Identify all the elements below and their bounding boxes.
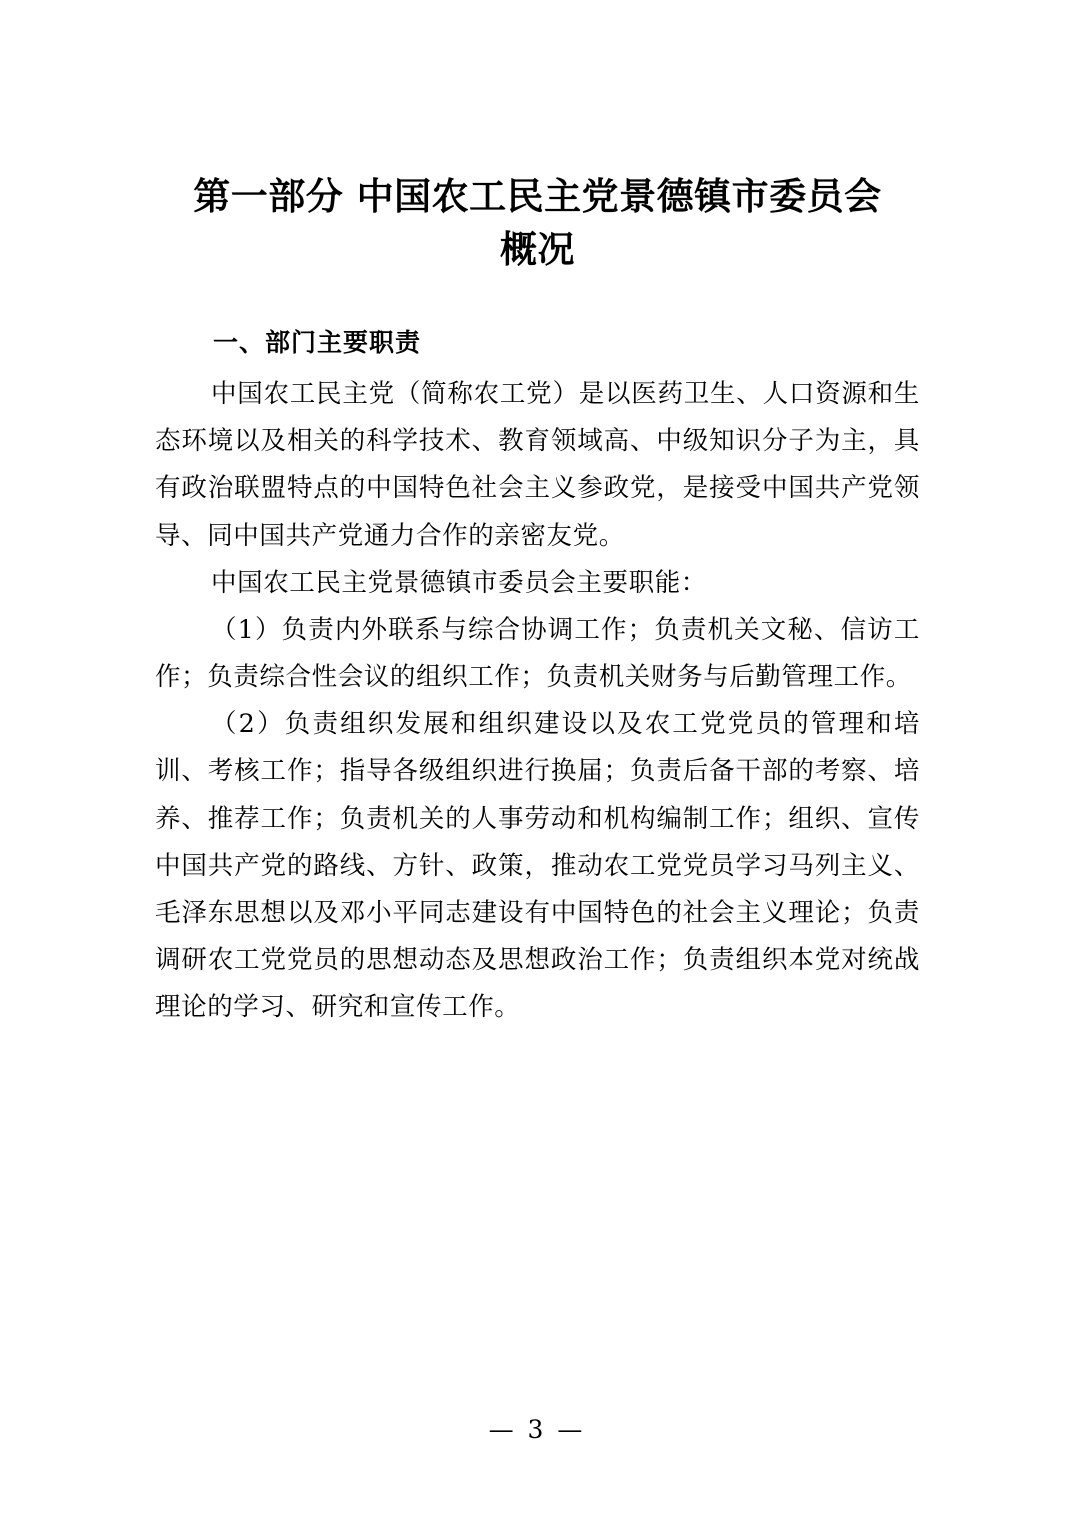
body-paragraph-2: 中国农工民主党景德镇市委员会主要职能： xyxy=(211,567,707,598)
body-paragraph-1: 中国农工民主党（简称农工党）是以医药卫生、人口资源和生态环境以及相关的科学技术、教育领域高、中级知识分子为主，具有政治联盟特点的中国特色社会主义参政党，是接受中国共产党领导、同中国共产党通力合作的亲密友党。 xyxy=(155,379,920,551)
section-heading: 一、部门主要职责 xyxy=(213,328,422,358)
body-paragraph-3: （1）负责内外联系与综合协调工作；负责机关文秘、信访工作；负责综合性会议的组织工作；负责机关财务与后勤管理工作。 xyxy=(155,614,920,693)
page-title xyxy=(155,170,920,275)
page-content xyxy=(155,170,920,1031)
page-title-line-2: 概况 xyxy=(500,226,575,271)
body-paragraph-4: （2）负责组织发展和组织建设以及农工党党员的管理和培训、考核工作；指导各级组织进行换届；负责后备干部的考察、培养、推荐工作；负责机关的人事劳动和机构编制工作；组织、宣传中国共产党的路线、方针、政策，推动农工党党员学习马列主义、毛泽东思想以及邓小平同志建设有中国特色的社会主义理论；负责调研农工党党员的思想动态及思想政治工作；负责组织本党对统战理论的学习、研究和宣传工作。 xyxy=(155,709,920,1023)
page-title-line-1: 第一部分 中国农工民主党景德镇市委员会 xyxy=(193,174,882,218)
page-number: — 3 — xyxy=(488,1415,586,1444)
